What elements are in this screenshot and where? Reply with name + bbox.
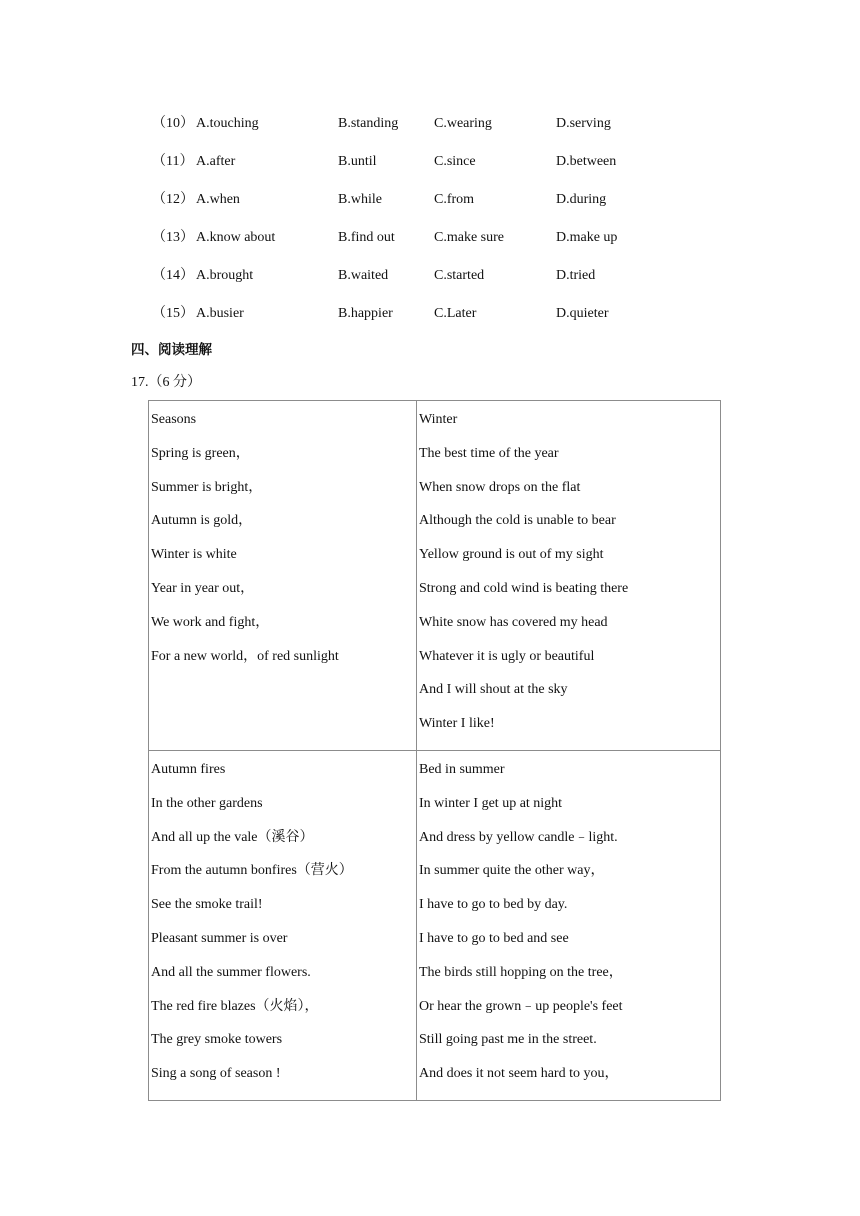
poem-line: In winter I get up at night xyxy=(419,795,563,811)
poem-line: White snow has covered my head xyxy=(419,614,608,630)
poem-line: I have to go to bed and see xyxy=(419,930,569,946)
poem-line: Strong and cold wind is beating there xyxy=(419,580,629,596)
option-c: C.from xyxy=(434,192,475,207)
poem-line: Whatever it is ugly or beautiful xyxy=(419,648,595,664)
poem-winter xyxy=(417,401,721,751)
option-c: C.Later xyxy=(434,306,477,321)
poem-line: Or hear the grown﹣up people's feet xyxy=(419,998,623,1014)
option-d: D.serving xyxy=(556,116,611,131)
option-b: B.standing xyxy=(338,116,399,131)
poem-line: Yellow ground is out of my sight xyxy=(419,547,604,563)
poem-line: See the smoke trail! xyxy=(151,897,263,913)
question-number: （14） xyxy=(152,268,194,283)
option-a: A.brought xyxy=(196,268,254,283)
option-b: B.until xyxy=(338,154,377,169)
question-number: （11） xyxy=(152,154,194,169)
option-c: C.make sure xyxy=(434,230,504,245)
option-a: A.after xyxy=(196,154,236,169)
poem-autumn-fires xyxy=(149,750,417,1100)
poem-line: We work and fight， xyxy=(151,614,270,630)
option-a: A.busier xyxy=(196,306,244,321)
poem-table xyxy=(148,400,721,1101)
poem-line: Spring is green， xyxy=(151,445,250,461)
question-number: （13） xyxy=(152,230,194,245)
table-row xyxy=(149,401,721,751)
poem-line: When snow drops on the flat xyxy=(419,479,581,495)
poem-line: The grey smoke towers xyxy=(151,1032,283,1048)
option-b: B.happier xyxy=(338,306,393,321)
poem-line: Year in year out， xyxy=(151,580,255,596)
poem-line: And does it not seem hard to you， xyxy=(419,1066,619,1082)
poem-title: Seasons xyxy=(151,412,197,427)
question-number: （10） xyxy=(152,116,194,131)
poem-line: Winter I like! xyxy=(419,716,495,732)
option-b: B.while xyxy=(338,192,382,207)
poem-line: And all up the vale（溪谷） xyxy=(151,829,314,845)
poem-line: And I will shout at the sky xyxy=(419,682,568,698)
poem-line: Autumn is gold， xyxy=(151,513,253,529)
option-a: A.when xyxy=(196,192,240,207)
section-title: 四、阅读理解 xyxy=(131,342,212,358)
question-number: （12） xyxy=(152,192,194,207)
option-b: B.waited xyxy=(338,268,389,283)
option-d: D.during xyxy=(556,192,607,207)
table-row xyxy=(149,750,721,1100)
poem-line: Sing a song of season ! xyxy=(151,1066,281,1082)
poem-line: From the autumn bonfires（营火） xyxy=(151,863,353,879)
poem-bed-in-summer xyxy=(417,750,721,1100)
poem-line: In the other gardens xyxy=(151,795,263,811)
poem-title: Autumn fires xyxy=(151,761,226,777)
poem-line: Summer is bright， xyxy=(151,479,263,495)
option-d: D.make up xyxy=(556,230,618,245)
poem-line: The red fire blazes（火焰）， xyxy=(151,998,319,1014)
question-number: （15） xyxy=(152,306,194,321)
question-label: 17.（6 分） xyxy=(131,375,201,390)
poem-title: Bed in summer xyxy=(419,761,505,777)
poem-line: For a new world，of red sunlight xyxy=(151,648,339,664)
option-c: C.wearing xyxy=(434,116,492,131)
option-c: C.since xyxy=(434,154,476,169)
poem-line: Although the cold is unable to bear xyxy=(419,513,616,529)
poem-line: And dress by yellow candle﹣light. xyxy=(419,829,618,845)
option-d: D.quieter xyxy=(556,306,609,321)
option-d: D.between xyxy=(556,154,617,169)
option-a: A.know about xyxy=(196,230,276,245)
option-d: D.tried xyxy=(556,268,596,283)
option-a: A.touching xyxy=(196,116,259,131)
poem-line: In summer quite the other way， xyxy=(419,863,605,879)
option-b: B.find out xyxy=(338,230,395,245)
poem-line: The best time of the year xyxy=(419,445,559,461)
poem-line: Pleasant summer is over xyxy=(151,930,288,946)
poem-title: Winter xyxy=(419,412,458,427)
poem-line: And all the summer flowers. xyxy=(151,964,311,980)
poem-seasons xyxy=(149,401,417,751)
poem-line: The birds still hopping on the tree， xyxy=(419,964,623,980)
poem-line: Winter is white xyxy=(151,547,237,563)
poem-line: Still going past me in the street. xyxy=(419,1032,597,1048)
option-c: C.started xyxy=(434,268,485,283)
poem-line: I have to go to bed by day. xyxy=(419,897,568,913)
